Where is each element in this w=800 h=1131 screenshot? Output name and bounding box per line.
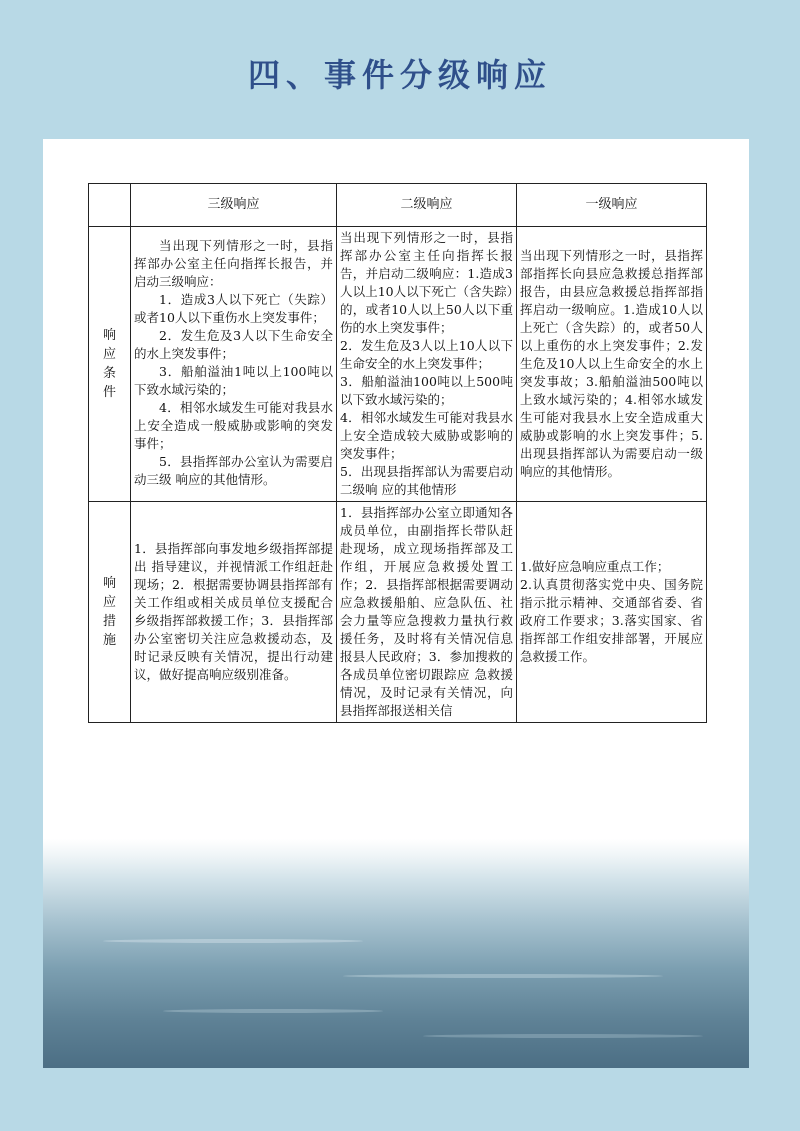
response-level-table (88, 183, 707, 723)
header-corner (89, 184, 131, 227)
water-ripple (163, 1009, 383, 1013)
header-level3: 三级响应 (131, 184, 337, 227)
water-ripple (423, 1034, 703, 1038)
conditions-level2: 当出现下列情形之一时，县指挥部办公室主任向指挥长报告，并启动二级响应：1.造成3人以上10人以下死亡（含失踪）的，或者10人以上50人以下重伤的水上突发事件； 2．发生危及3人以上10人以下生命安全的水上突发事件； 3．船舶溢油100吨以上500吨以下致水域污染的； 4．相邻水域发生可能对我县水上安全造成较大威胁或影响的突发事件； 5．出现县指挥部认为需要启动二级响 应的其他情形 (337, 227, 517, 502)
measures-level2: 1．县指挥部办公室立即通知各成员单位，由副指挥长带队赶赴现场，成立现场指挥部及工作组，开展应急救援处置工作；2．县指挥部根据需要调动应急救援船舶、应急队伍、社会力量等应急搜救力量执行救援任务，及时将有关情况信息报县人民政府；3．参加搜救的各成员单位密切跟踪应 急救援情况，及时记录有关情况，向县指挥部报送相关信 (337, 502, 517, 723)
measures-level1: 1.做好应急响应重点工作； 2.认真贯彻落实党中央、国务院指示批示精神、交通部省委、省政府工作要求；3.落实国家、省指挥部工作组安排部署，开展应急救援工作。 (517, 502, 707, 723)
table-row-conditions (89, 227, 707, 502)
conditions-level1: 当出现下列情形之一时，县指挥部指挥长向县应急救援总指挥部报告，由县应急救援总指挥部指挥启动一级响应。1.造成10人以上死亡（含失踪）的，或者50人以上重伤的水上突发事件；2.发生危及10人以上生命安全的水上突发事故；3.船舶溢油500吨以上致水域污染的；4.相邻水域发生可能对我县水上安全造成重大威胁或影响的水上突发事件；5.出现县指挥部认为需要启动一级响应的其他情形。 (517, 227, 707, 502)
header-level2: 二级响应 (337, 184, 517, 227)
water-ripple (103, 939, 363, 943)
measures-level3: 1．县指挥部向事发地乡级指挥部提出 指导建议，并视情派工作组赶赴现场；2．根据需要协调县指挥部有关工作组或相关成员单位支援配合乡级指挥部救援工作；3．县指挥部办公室密切关注应急救援动态，及时记录反映有关情况，提出行动建议，做好提高响应级别准备。 (131, 502, 337, 723)
table-header-row (89, 184, 707, 227)
water-ripple (343, 974, 663, 978)
page-title: 四、事件分级响应 (247, 56, 552, 94)
row-label-measures: 响 应 措 施 (89, 502, 131, 723)
table-row-measures (89, 502, 707, 723)
conditions-level3: 当出现下列情形之一时，县指挥部办公室主任向指挥长报告，并启动三级响应： 1．造成3人以下死亡（失踪）或者10人以下重伤水上突发事件； 2．发生危及3人以下生命安全的水上突发事件； 3．船舶溢油1吨以上100吨以下致水域污染的； 4．相邻水域发生可能对我县水上安全造成一般威胁或影响的突发事件； 5．县指挥部办公室认为需要启动三级 响应的其他情形。 (131, 227, 337, 502)
row-label-conditions: 响 应 条 件 (89, 227, 131, 502)
header-level1: 一级响应 (517, 184, 707, 227)
content-panel (43, 139, 749, 1068)
